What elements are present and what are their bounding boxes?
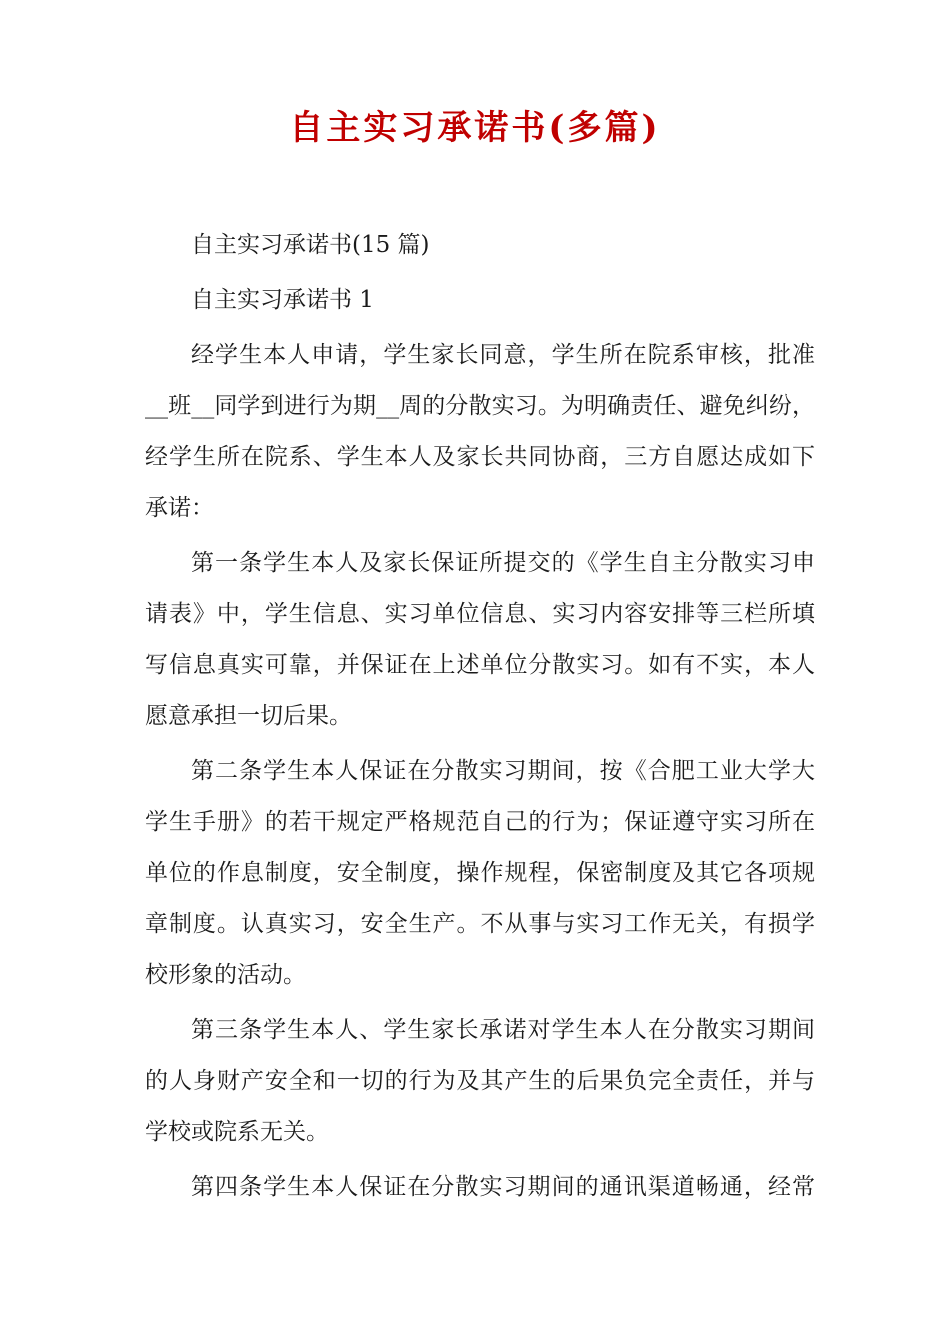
paragraph-line: 第一条学生本人及家长保证所提交的《学生自主分散实习申 [191,550,815,576]
paragraph-line: 第三条学生本人、学生家长承诺对学生本人在分散实习期间 [191,1017,815,1043]
paragraph-line: 经学生所在院系、学生本人及家长共同协商，三方自愿达成如下 [145,444,815,470]
paragraph-line: 请表》中，学生信息、实习单位信息、实习内容安排等三栏所填 [145,601,815,627]
paragraph-line: 章制度。认真实习，安全生产。不从事与实习工作无关，有损学 [145,911,815,937]
paragraph-4 [145,1005,815,1158]
paragraph-line: 写信息真实可靠，并保证在上述单位分散实习。如有不实，本人 [145,652,815,678]
paragraph-line: 第四条学生本人保证在分散实习期间的通讯渠道畅通，经常 [191,1174,815,1200]
paragraph-line: 愿意承担一切后果。 [145,703,352,729]
paragraph-line: 第二条学生本人保证在分散实习期间，按《合肥工业大学大 [191,758,815,784]
paragraph-line: 学生手册》的若干规定严格规范自己的行为；保证遵守实习所在 [145,809,815,835]
section-heading: 自主实习承诺书 1 [191,287,374,313]
paragraph-2 [145,538,815,742]
paragraph-line: __班__同学到进行为期__周的分散实习。为明确责任、避免纠纷， [145,393,815,419]
document-body [145,220,815,1213]
paragraph-line: 的人身财产安全和一切的行为及其产生的后果负完全责任，并与 [145,1068,815,1094]
paragraph-line: 学校或院系无关。 [145,1119,329,1145]
paragraph-line: 单位的作息制度，安全制度，操作规程，保密制度及其它各项规 [145,860,815,886]
document-subtitle: 自主实习承诺书(15 篇) [191,232,430,258]
paragraph-line: 校形象的活动。 [145,962,306,988]
paragraph-line: 承诺： [145,495,214,521]
paragraph-line: 经学生本人申请，学生家长同意，学生所在院系审核，批准 [191,342,815,368]
paragraph-1 [145,330,815,534]
paragraph-5 [145,1162,815,1213]
paragraph-3 [145,746,815,1001]
document-title: 自主实习承诺书(多篇) [289,108,661,148]
